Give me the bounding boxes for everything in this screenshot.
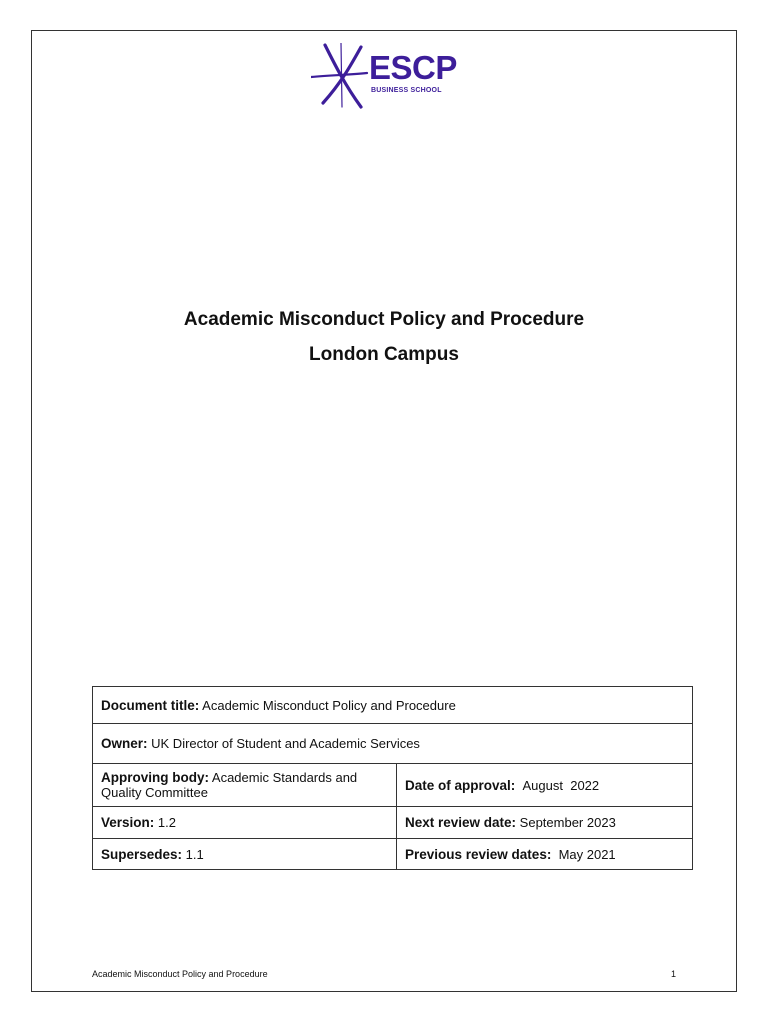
previous-review-label: Previous review dates: [405,846,552,862]
supersedes-cell [93,839,397,870]
document-page [31,30,737,992]
logo-subtitle: BUSINESS SCHOOL [371,87,442,94]
document-title-value: Academic Misconduct Policy and Procedure [202,697,456,713]
table-row [93,807,693,839]
approving-body-label: Approving body: [101,770,209,785]
document-title-cell [93,687,693,724]
previous-review-value: May 2021 [558,846,616,862]
logo-wordmark: ESCP [369,49,457,86]
document-title-label: Document title: [101,697,200,713]
owner-cell [93,724,693,764]
star-burst-icon [311,43,371,109]
owner-value: UK Director of Student and Academic Services [151,736,420,751]
table-row [93,839,693,870]
date-of-approval-cell [397,764,693,807]
version-label: Version: [101,815,155,830]
approving-body-value: Academic Standards and Quality Committee [101,770,358,800]
date-of-approval-label: Date of approval: [405,777,516,793]
next-review-label: Next review date: [405,815,517,830]
document-metadata-table [92,686,693,870]
document-subtitle: London Campus [309,344,459,365]
footer-page-number: 1 [670,969,676,979]
footer-document-name: Academic Misconduct Policy and Procedure [92,969,268,979]
approving-body-cell [93,764,397,807]
next-review-cell [397,807,693,839]
supersedes-value: 1.1 [185,846,204,862]
table-row [93,764,693,807]
owner-label: Owner: [101,736,148,751]
version-value: 1.2 [157,815,176,830]
escp-logo [311,43,471,109]
document-title: Academic Misconduct Policy and Procedure [183,309,585,330]
table-row [93,724,693,764]
previous-review-cell [397,839,693,870]
table-row [93,687,693,724]
supersedes-label: Supersedes: [101,846,183,862]
next-review-value: September 2023 [519,815,616,830]
date-of-approval-value: August 2022 [522,777,600,793]
version-cell [93,807,397,839]
